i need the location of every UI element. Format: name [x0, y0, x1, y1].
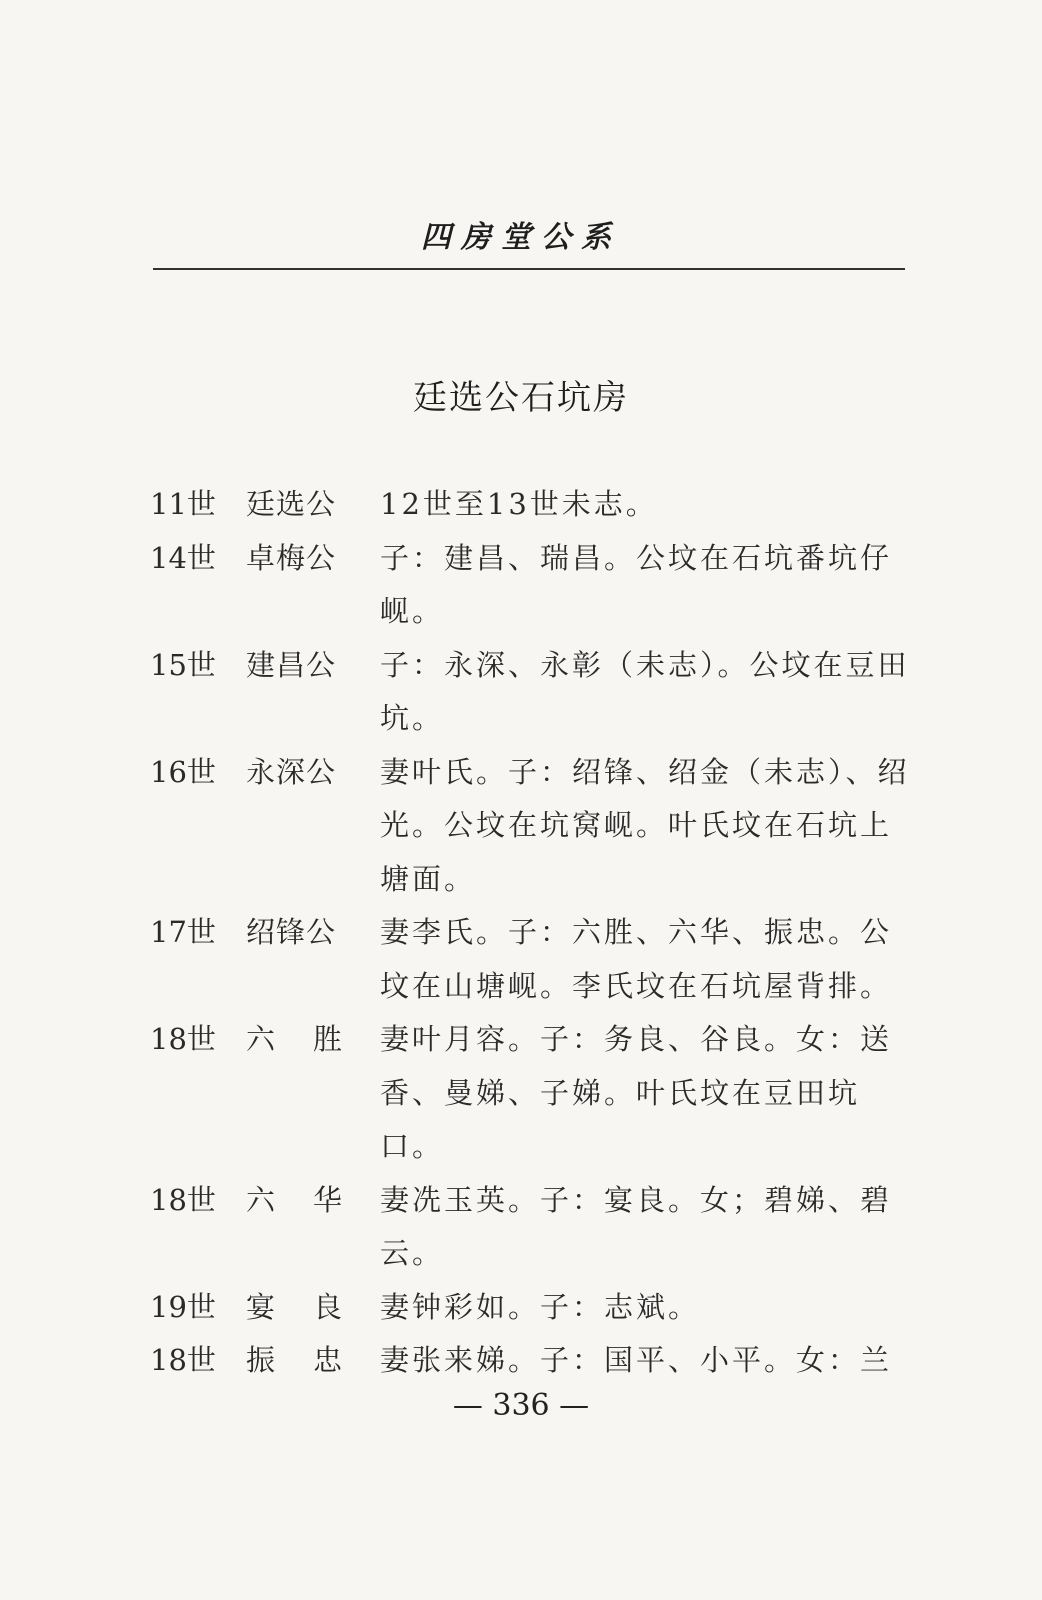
person-name: 六华	[246, 1182, 381, 1217]
generation-label: 18世	[150, 1022, 216, 1056]
genealogy-entry	[150, 639, 910, 746]
person-name: 建昌公	[246, 647, 337, 682]
section-title: 廷选公石坑房	[413, 378, 629, 418]
running-header: 四房堂公系	[421, 220, 621, 255]
generation-label: 18世	[150, 1343, 216, 1377]
genealogy-entry	[150, 746, 910, 907]
generation-label: 14世	[150, 540, 216, 575]
entry-text: 妻李氏。子：六胜、六华、振忠。公坟在山塘岘。李氏坟在石坑屋背排。	[380, 915, 893, 1003]
person-name: 卓梅公	[246, 540, 337, 575]
entry-text: 子：建昌、瑞昌。公坟在石坑番坑仔岘。	[380, 540, 893, 628]
person-name: 振忠	[246, 1343, 381, 1377]
generation-label: 17世	[150, 915, 216, 949]
entry-text: 妻叶氏。子：绍锋、绍金（未志）、绍光。公坟在坑窝岘。叶氏坟在石坑上塘面。	[380, 754, 910, 896]
entry-text: 妻冼玉英。子：宴良。女；碧娣、碧云。	[380, 1182, 893, 1270]
genealogy-entry	[150, 478, 910, 532]
header-rule	[153, 268, 905, 270]
generation-label: 11世	[150, 487, 216, 521]
entry-text: 子：永深、永彰（未志）。公坟在豆田坑。	[380, 647, 910, 735]
generation-label: 15世	[150, 647, 216, 682]
genealogy-entry	[150, 1334, 910, 1388]
genealogy-entry	[150, 1013, 910, 1174]
entry-text: 妻钟彩如。子：志斌。	[380, 1289, 701, 1324]
entry-text: 妻叶月容。子：务良、谷良。女：送香、曼娣、子娣。叶氏坟在豆田坑口。	[380, 1022, 893, 1163]
person-name: 永深公	[246, 754, 337, 789]
genealogy-entry	[150, 906, 910, 1013]
person-name: 宴良	[246, 1289, 381, 1324]
generation-label: 18世	[150, 1182, 216, 1217]
generation-label: 19世	[150, 1289, 216, 1324]
person-name: 绍锋公	[246, 915, 337, 949]
page-number: — 336 —	[452, 1388, 590, 1423]
person-name: 廷选公	[246, 487, 337, 521]
genealogy-entry	[150, 532, 910, 639]
entry-text: 12世至13世未志。	[380, 487, 658, 521]
genealogy-entry	[150, 1281, 910, 1335]
entry-text: 妻张来娣。子：国平、小平。女：兰	[380, 1343, 893, 1377]
generation-label: 16世	[150, 754, 216, 789]
genealogy-entry	[150, 1174, 910, 1281]
genealogy-list	[150, 478, 910, 1388]
person-name: 六胜	[246, 1022, 381, 1056]
